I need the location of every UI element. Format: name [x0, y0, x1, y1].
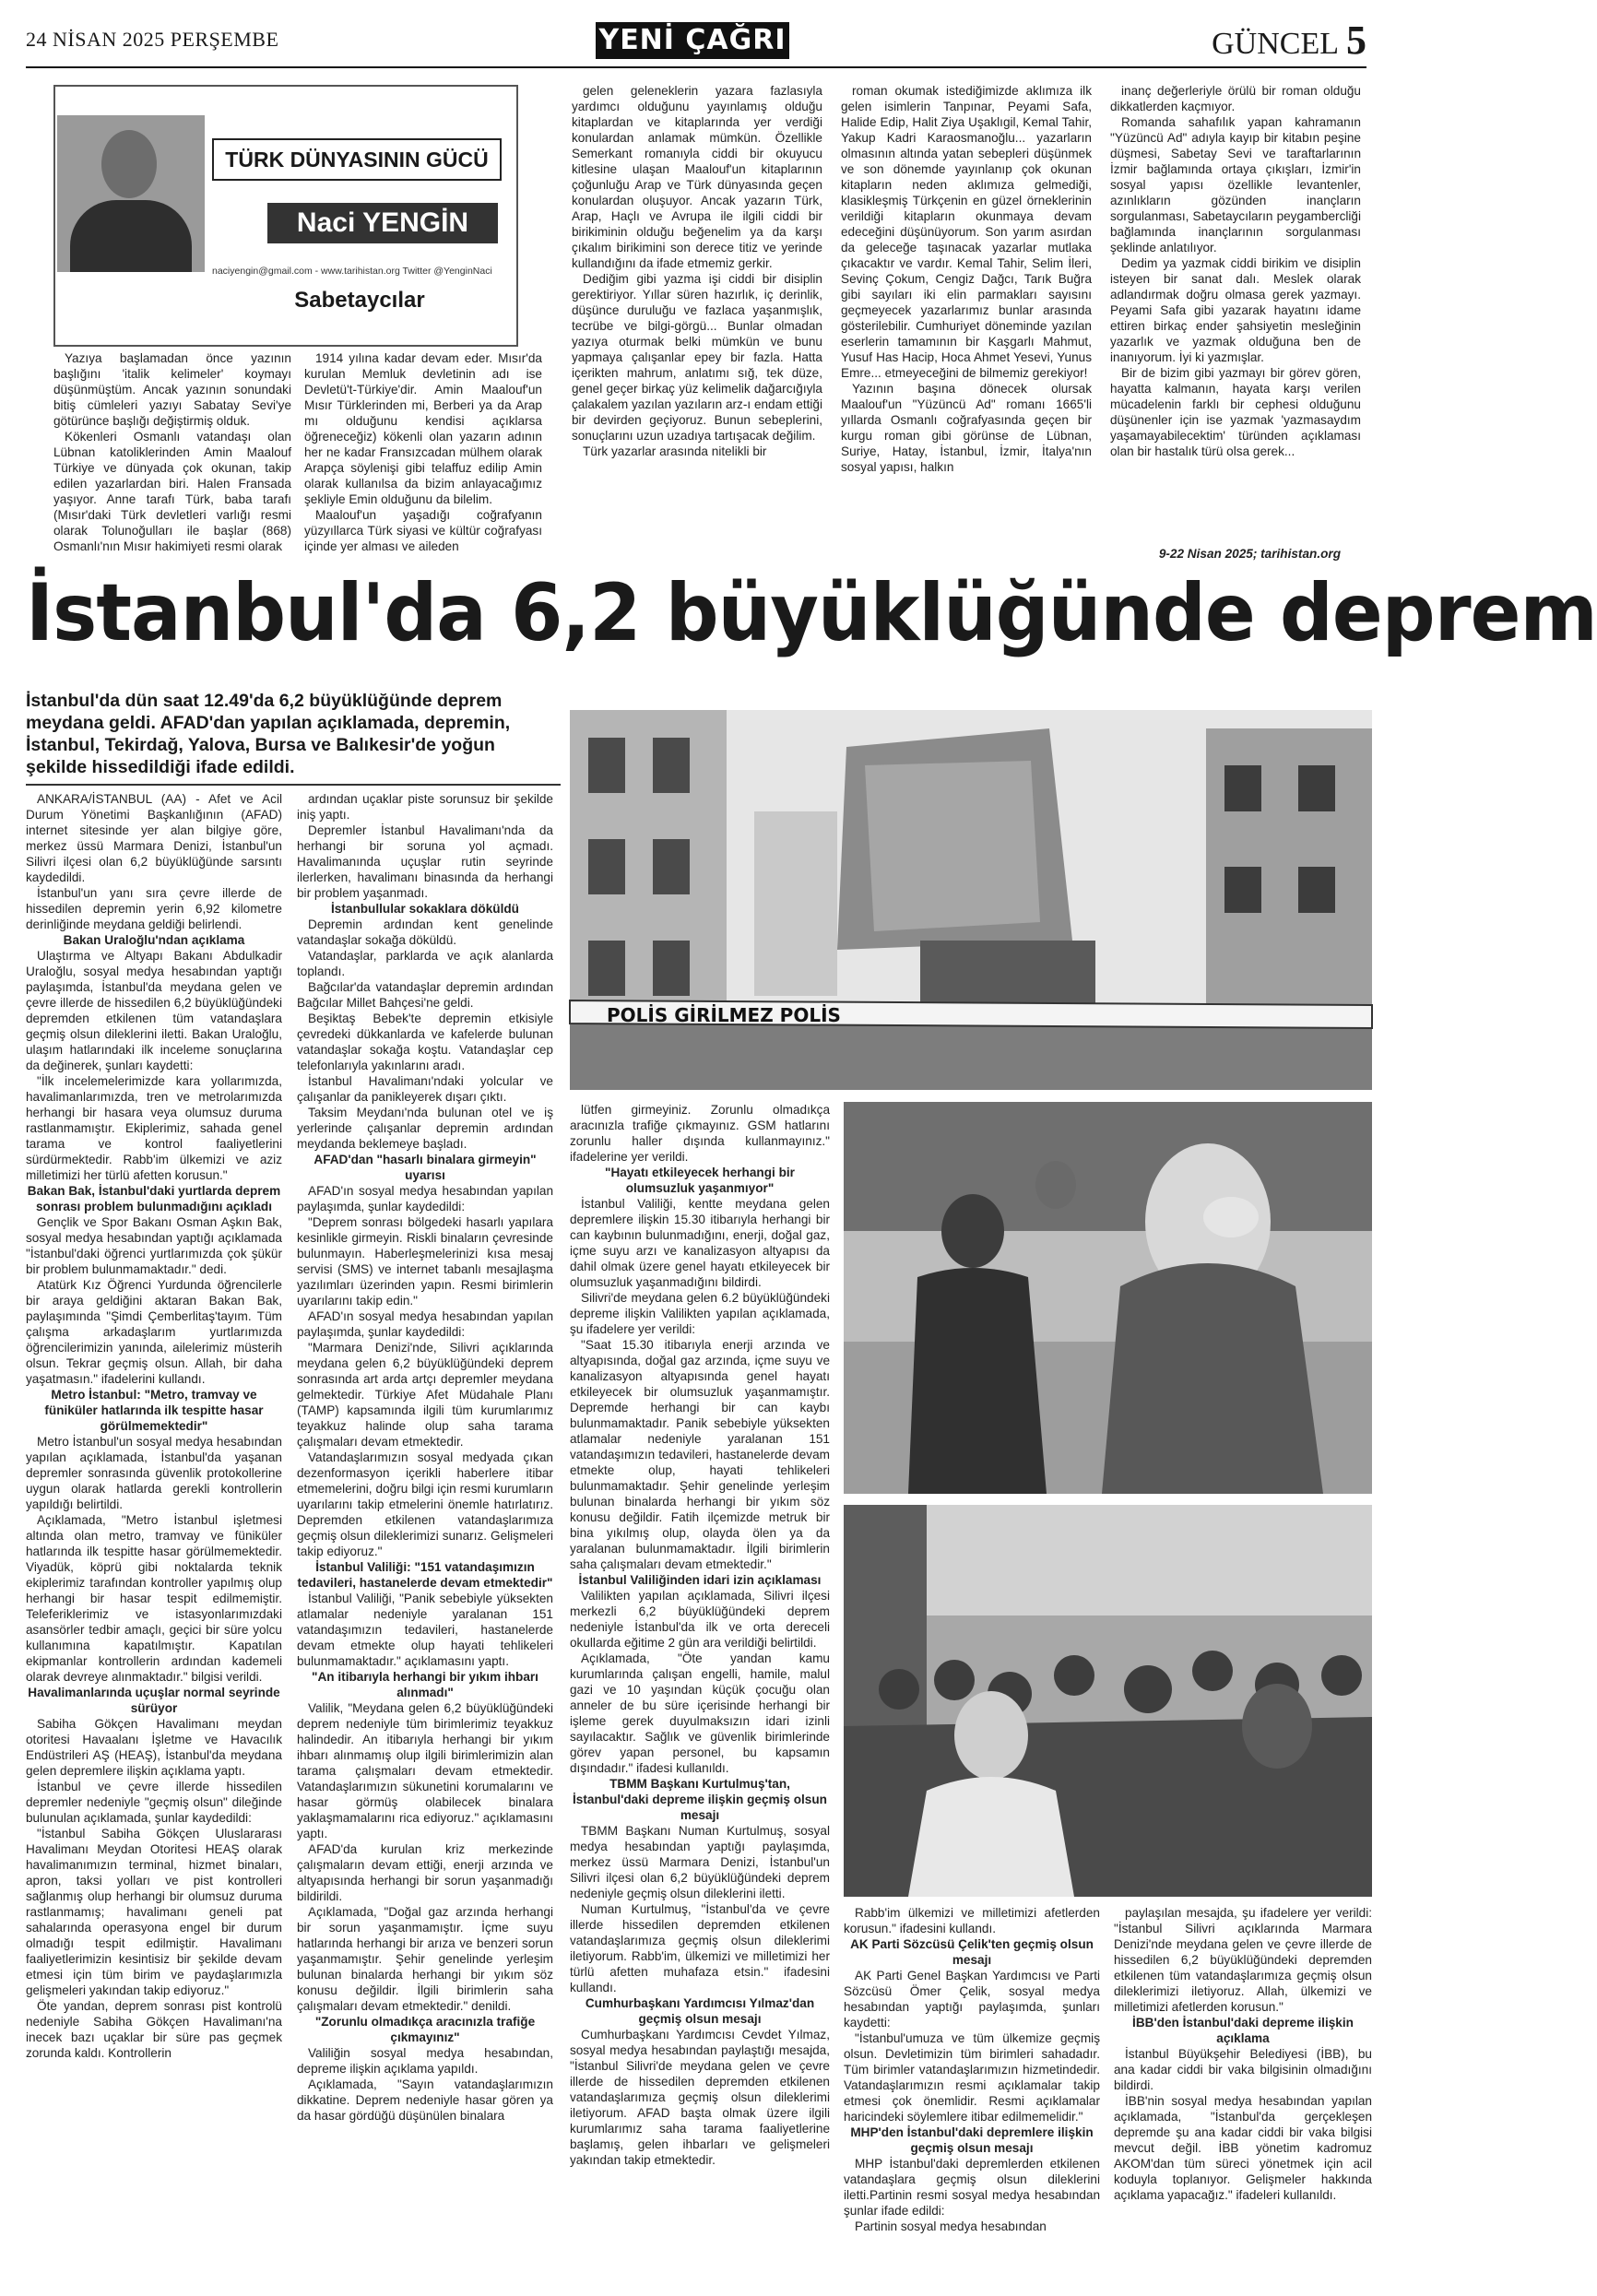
paragraph: Vatandaşlar, parklarda ve açık alanlarda toplandı.	[297, 949, 553, 978]
paragraph: "Saat 15.30 itibarıyla enerji arzında ve altyapısında, doğal gaz arzında, içme suyu ve kanalizasyon altyapısında genel hayatı etkileyecek bir olumsuzluk yaşanmamıştır. Depremde herhangi bir can kaybı bulunmamaktadır. Panik sebebiyle yüksekten atlamalar nedeniyle yaralanan 151 vatandaşımızın tedavileri, hastanelerde devam etmekte olup, hayati tehlikeleri bulunmamaktadır. Şehir genelinde yerleşim bulunan binalarda herhangi bir yıkım söz konusu değildir. Fatih ilçemizde metruk bir bina yıkılmış olup, olayda ölen ya da yaralanan bulunmamaktadır. İlgili birimlerin saha çalışmaları devam etmektedir."	[570, 1338, 830, 1571]
paragraph: Valiliğin sosyal medya hesabından, depreme ilişkin açıklama yapıldı.	[297, 2046, 553, 2076]
police-tape-text: POLİS GİRİLMEZ POLİS	[607, 1004, 841, 1026]
paragraph: AFAD'da kurulan kriz merkezinde çalışmaların devam ettiği, enerji arzında ve altyapısında herhangi bir sorun yaşanmadığı bildirildi.	[297, 1842, 553, 1903]
crying-woman-photo	[844, 1102, 1372, 1494]
paragraph: Dediğim gibi yazma işi ciddi bir disiplin gerektiriyor. Yıllar süren hazırlık, iç derinlik, düşünce duruluğu ve fazlaca yaşanmışlık, tecrübe ve bilgi-görgü... Bunlar olmadan yazıya oturmak belki mümkün ve bunu yapmaya çalışanlar epey bir fazla. Hatta içerikten mahrum, anlatımı sığ, tek düze, genel geçer birkaç yüz kelimelik dağarcığıyla çalakalem yazılan yazıların arz-ı endam ettiği bir devirden geçiyoruz. Bunun sebeplerini, sonuçlarını uzun uzadıya tartışacak değilim.	[572, 272, 822, 443]
news-column-4	[844, 1905, 1100, 2287]
paragraph: Vatandaşlarımızın sosyal medyada çıkan dezenformasyon içerikli haberlere itibar etmemelerini, doğru bilgi için resmi kurumların uyarılarını takip etmelerini önemle hatırlatırız. Depremden etkilenen vatandaşlarımıza geçmiş olsun dileklerimizi sunarız. Gelişmeleri takip ediyoruz."	[297, 1450, 553, 1558]
subheading: İstanbul Valiliği: "151 vatandaşımızın tedavileri, hastanelerde devam etmektedir"	[297, 1560, 553, 1590]
paragraph: İstanbul Valiliği, kentte meydana gelen depremlere ilişkin 15.30 itibarıyla herhangi bir can kaybının bulunmadığını, enerji, doğal gaz, içme suyu arzı ve kanalizasyon altyapısı da dahil olmak üzere genel hayatı etkileyecek bir olumsuzluk yaşanmadığını bildirdi.	[570, 1197, 830, 1289]
paragraph: İstanbul Büyükşehir Belediyesi (İBB), bu ana kadar ciddi bir vaka bilgisinin olmadığını bildirdi.	[1114, 2047, 1372, 2092]
collapsed-building-photo	[570, 710, 1372, 1090]
column-signature: 9-22 Nisan 2025; tarihistan.org	[1158, 547, 1341, 561]
paragraph: lütfen girmeyiniz. Zorunlu olmadıkça aracınızla trafiğe çıkmayınız. GSM hatlarını zorunlu haller dışında kullanmayınız." ifadelerine yer verildi.	[570, 1103, 830, 1164]
news-column-5	[1114, 1905, 1372, 2287]
paragraph: Partinin sosyal medya hesabından	[855, 2219, 1047, 2233]
paragraph: Bağcılar'da vatandaşlar depremin ardından Bağcılar Millet Bahçesi'ne geldi.	[297, 980, 553, 1010]
paragraph: Valilikten yapılan açıklamada, Silivri ilçesi merkezli 6,2 büyüklüğündeki deprem nedeniyle İstanbul'da ilk ve orta dereceli okullarda eğitime 2 gün ara verildiği belirtildi.	[570, 1589, 830, 1650]
paragraph: Beşiktaş Bebek'te depremin etkisiyle çevredeki dükkanlarda ve kafelerde bulunan vatandaşlar sokağa koştu. Vatandaşlar cep telefonlarıyla yakınlarını aradı.	[297, 1012, 553, 1072]
paragraph: "İlk incelemelerimizde kara yollarımızda, havalimanlarımızda, tren ve metrolarımızda herhangi bir hasara veya olumsuz duruma rastlanmamıştır. Ekiplerimiz, sahada genel tarama ve kontrol faaliyetlerini sürdürmektedir. Rabb'im ülkemizi ve aziz milletimizi her türlü afetten korusun."	[26, 1074, 282, 1182]
subheading: "Hayatı etkileyecek herhangi bir olumsuzluk yaşanmıyor"	[605, 1166, 795, 1195]
subheading: İstanbul Valiliğinden idari izin açıklaması	[578, 1573, 822, 1587]
column-text-2	[304, 350, 542, 562]
subheading: AFAD'dan "hasarlı binalara girmeyin" uyarısı	[313, 1153, 537, 1182]
paragraph: "İstanbul'umuza ve tüm ülkemize geçmiş olsun. Devletimizin tüm birimleri sahadadır. Tüm birimler vatandaşlarımızın hizmetindedir. Vatandaşlarımızın resmi açıklamalar takip etmesi çok önemlidir. Resmi açıklamalar haricindeki söylemlere itibar edilmemelidir."	[844, 2031, 1100, 2124]
paragraph: Açıklamada, "Doğal gaz arzında herhangi bir sorun yaşanmamıştır. İçme suyu hatlarında herhangi bir arıza ve benzeri sorun yaşanmamıştır. Şehir genelinde yerleşim bulunan binalarda herhangi bir yıkım söz konusu değildir. İlgili birimlerin saha çalışmaları devam etmektedir." denildi.	[297, 1905, 553, 2013]
paragraph: ardından uçaklar piste sorunsuz bir şekilde iniş yaptı.	[297, 792, 553, 822]
newspaper-logo: YENİ ÇAĞRI	[596, 22, 789, 59]
paragraph: inanç değerleriyle örülü bir roman olduğu dikkatlerden kaçmıyor.	[1110, 84, 1361, 113]
column-text-4	[841, 83, 1092, 562]
paragraph: Depremin ardından kent genelinde vatandaşlar sokağa döküldü.	[297, 917, 553, 947]
section-name: GÜNCEL	[1212, 27, 1339, 61]
column-text-5	[1110, 83, 1361, 542]
subheading: İstanbullular sokaklara döküldü	[331, 902, 519, 916]
paragraph: 1914 yılına kadar devam eder. Mısır'da kurulan Memluk devletinin adı ise Devletü't-Türkiye'dir. Amin Maalouf'un Mısır Türklerinden mi, Berberi ya da Arap mı olduğunu kendisi açıklarsa öğreneceğiz) kökenli olan yazarın adının her ne kadar Fransızcadan mülhem olarak Arapça söylenişi gibi telaffuz edilip Amin olarak kullanılsa da bizim anlayacağımız şekliyle Emin olduğunu da bilelim.	[304, 351, 542, 506]
paragraph: Valilik, "Meydana gelen 6,2 büyüklüğündeki deprem nedeniyle tüm birimlerimiz teyakkuz halindedir. An itibarıyla herhangi bir yıkım ihbarı alınmamış olup ilgili birimlerimizin alan tarama çalışmaları devam etmektedir. Vatandaşlarımızın sükunetini korumalarını ve hasar görmüş olabilecek binalara yaklaşmamalarını rica ediyoruz." açıklamasını yaptı.	[297, 1701, 553, 1840]
paragraph: Depremler İstanbul Havalimanı'nda da herhangi bir soruna yol açmadı. Havalimanında uçuşlar rutin seyrinde ilerlerken, havalimanı binasında da herhangi bir problem yaşanmadı.	[297, 823, 553, 900]
paragraph: Gençlik ve Spor Bakanı Osman Aşkın Bak, sosyal medya hesabından yaptığı açıklamada "İstanbul'daki öğrenci yurtlarımızda çok şükür bir problem bulunmamaktadır." dedi.	[26, 1215, 282, 1276]
paragraph: Numan Kurtulmuş, "İstanbul'da ve çevre illerde hissedilen depremden etkilenen vatandaşlarımıza geçmiş olsun dileklerimi iletiyorum. Rabb'im, ülkemizi ve milletimizi her türlü afetten muhafaza etsin." ifadesini kullandı.	[570, 1902, 830, 1994]
paragraph: Romanda sahafılık yapan kahramanın "Yüzüncü Ad" adıyla kayıp bir kitabın peşine düşmesi, Sabetay Sevi ve taraftarlarının İzmir bağlamında ortaya çıkışları, İzmir'in sosyal yapısı özellikle levantenler, azınlıkların gözünden inançların sorgulanması, Sabetaycıların peygambercliği bağlamında inançlarının sorgulanması şeklinde anlatılıyor.	[1110, 115, 1361, 254]
subheading: Cumhurbaşkanı Yardımcısı Yılmaz'dan geçmiş olsun mesajı	[585, 1996, 815, 2026]
subheading: Havalimanlarında uçuşlar normal seyrinde sürüyor	[28, 1686, 280, 1715]
portrait-head	[101, 130, 157, 198]
news-headline: İstanbul'da 6,2 büyüklüğünde deprem	[26, 567, 1597, 659]
paragraph: paylaşılan mesajda, şu ifadelere yer verildi: "İstanbul Silivri açıklarında Marmara Denizi'nde meydana gelen ve çevre illerde de hissedilen 6,2 büyüklüğündeki depremden etkilenen tüm vatandaşlarımıza geçmiş olsun dileklerimizi iletiyoruz. Allah, ülkemizi ve milletimizi afetlerden korusun."	[1114, 1906, 1372, 2014]
paragraph: "Marmara Denizi'nde, Silivri açıklarında meydana gelen 6,2 büyüklüğündeki deprem sonrasında art arda artçı depremler meydana gelmektedir. Türkiye Afet Müdahale Planı (TAMP) kapsamında ilgili tüm kurumlarımız teyakkuz halinde olup saha tarama çalışmaları devam etmektedir.	[297, 1341, 553, 1449]
column-author: Naci YENGİN	[267, 203, 498, 243]
paragraph: Açıklamada, "Metro İstanbul işletmesi altında olan metro, tramvay ve füniküler hatlarında ilk tespitte hasar görülmemektedir. Viyadük, köprü gibi noktalarda teknik ekiplerimiz tarafından kontroller yapılmış olup herhangi bir hasar tespit edilmemiştir. Teleferiklerimiz ve istasyonlarımızdaki asansörler tedbir amaçlı, geçici bir süre yolcu kullanımına kapatılmıştır. Kapatılan ekipmanlar kontrollerin ardından kademeli olarak devreye alınmaktadır." bilgisi verildi.	[26, 1513, 282, 1684]
paragraph: roman okumak istediğimizde aklımıza ilk gelen isimlerin Tanpınar, Peyami Safa, Halide Edip, Halit Ziya Uşaklıgil, Kemal Tahir, Yakup Kadri Karaosmanoğlu... yazarların olmasının altında yatan sebepleri düşünmek ve son dönemde yayınlanıp çok okunan kitapların neden aklımıza gelmediği, klasikleşmiş Türkçenin en güzel örneklerinin verildiği kitapların okunmaya devam edeceğini düşünüyorum. Son yarım asırdan da geleceğe taşınacak yazarlar mutlaka çıkacaktır ve vardır. Kemal Tahir, Selim İleri, Sevinç Çokum, Cengiz Dağcı, Tarık Buğra gibi sayıları iki elin parmakları sayısını geçmeyecek yazarlarımız bunlar arasında gösterilebilir. Cumhuriyet döneminde yazılan eserlerin tamamının bir Kaşgarlı Mahmut, Yusuf Has Hacip, Hoca Ahmet Yesevi, Yunus Emre... etmeyeceğini de bilmemiz gerekiyor!	[841, 84, 1092, 380]
paragraph: Kökenleri Osmanlı vatandaşı olan Lübnan katoliklerinden Amin Maalouf Türkiye ve dünyada çok okunan, takip edilen yazarlardan biri. Halen Fransada yaşıyor. Anne tarafı Türk, baba tarafı (Mısır'daki Türk devletleri varlığı resmi olarak Tolunoğulları ile başlar (868) Osmanlı'nın Mısır hakimiyeti resmi olarak	[53, 430, 291, 553]
news-column-3	[570, 1102, 830, 2287]
column-contact: naciyengin@gmail.com - www.tarihistan.org Twitter @YenginNaci	[212, 266, 492, 277]
paragraph: İstanbul'un yanı sıra çevre illerde de hissedilen depremin yerin 6,92 kilometre derinliğinde meydana geldiği belirlendi.	[26, 886, 282, 931]
author-portrait	[57, 115, 205, 272]
paragraph: Atatürk Kız Öğrenci Yurdunda öğrencilerle bir araya geldiğini aktaran Bakan Bak, paylaşımında "Şimdi Çemberlitaş'tayım. Tüm çalışma arkadaşlarım yurtlarımızda öğrencilerimizin yanında, ailelerimiz müsterih olsun. Tekrar geçmiş olsun. Allah, bir daha yaşatmasın." ifadelerini kullandı.	[26, 1278, 282, 1386]
paragraph: AK Parti Genel Başkan Yardımcısı ve Parti Sözcüsü Ömer Çelik, sosyal medya hesabından yaptığı paylaşımda, şunları kaydetti:	[844, 1969, 1100, 2030]
paragraph: Cumhurbaşkanı Yardımcısı Cevdet Yılmaz, sosyal medya hesabından paylaştığı mesajda, "İstanbul Silivri'de meydana gelen ve çevre illerde de hissedilen depremden etkilenen vatandaşlarımıza geçmiş olsun dileklerimi iletiyorum. AFAD başta olmak üzere ilgili kurumlarımız saha tarama faaliyetlerine başlamış, gelen ihbarları ve gelişmeleri yakından takip etmektedir.	[570, 2028, 830, 2167]
paragraph: Türk yazarlar arasında nitelikli bir	[583, 444, 767, 458]
paragraph: Metro İstanbul'un sosyal medya hesabından yapılan açıklamada, İstanbul'da yaşanan depremler sonrasında güvenlik protokollerine uygun olarak hatlarda gerekli kontrollerin yapıldığı belirtildi.	[26, 1435, 282, 1511]
subheading: "Zorunlu olmadıkça aracınızla trafiğe çıkmayınız"	[314, 2015, 536, 2044]
paragraph: Maalouf'un yaşadığı coğrafyanın yüzyıllarca Türk siyasi ve kültür coğrafyası içinde yer alması ve aileden	[304, 508, 542, 553]
column-text-1	[53, 350, 291, 562]
subheading: Metro İstanbul: "Metro, tramvay ve füniküler hatlarında ilk tespitte hasar görülmemektedir"	[44, 1388, 264, 1433]
paragraph: "Deprem sonrası bölgedeki hasarlı yapılara kesinlikle girmeyin. Riskli binaların çevresinde bulunmayın. Haberleşmelerinizi kısa mesaj servisi (SMS) ve internet tabanlı mesajlaşma yazılımları üzerinden yapın. Resmi birimlerin uyarılarını takip edin."	[297, 1215, 553, 1308]
paragraph: gelen geleneklerin yazara fazlasıyla yardımcı olduğunu yayınlamış olduğu kitaplardan ve kitaplarında yer verdiği konulardan anlamak mümkün. Özellikle Semerkant romanıyla ciddi bir okuyucu kitlesine ulaşan Maalouf'un kitaplarının çoğunluğu Arap ve Türk dünyasında geçen konulardan oluşuyor. Ancak yazarın Türk, Arap, Haçlı ve Avrupa ile ilgili ciddi bir birikiminin olduğu beğenelim ya da karşı çıkalım birikimini son derece titiz ve yerinde kullandığını da ifade etmemiz gerkir.	[572, 84, 822, 270]
subheading: "An itibarıyla herhangi bir yıkım ihbarı alınmadı"	[312, 1670, 538, 1699]
paragraph: Taksim Meydanı'nda bulunan otel ve iş yerlerinde çalışanlar depremin ardından meydanda beklemeye başladı.	[297, 1106, 553, 1151]
column-kicker: TÜRK DÜNYASININ GÜCÜ	[212, 138, 502, 181]
section-label	[1212, 17, 1366, 64]
issue-date: 24 NİSAN 2025 PERŞEMBE	[26, 28, 279, 51]
subheading: Bakan Bak, İstanbul'daki yurtlarda deprem sonrası problem bulunmadığını açıkladı	[27, 1184, 281, 1213]
paragraph: Yazının başına dönecek olursak Maalouf'un "Yüzüncü Ad" romanı 1665'li yıllarda Osmanlı coğrafyasında geçen bir kurgu roman gibi görünse de Lübnan, Suriye, Hatay, İstanbul, İzmir, İtalya'nın sosyal yapısı, halkın	[841, 382, 1092, 474]
paragraph: Bir de bizim gibi yazmayı bir görev gören, hayatta kalmanın, hayata karşı verilen mücadelenin farklı bir cephesi olduğunu düşünenler için ise yazmak 'yazmasaydım yaşamayabilecektim' türünden açıklaması olan bir hastalık türü olsa gerek...	[1110, 366, 1361, 458]
paragraph: Açıklamada, "Sayın vatandaşlarımızın dikkatine. Deprem nedeniyle hasar gören ya da hasar gördüğü düşünülen binalara	[297, 2077, 553, 2123]
column-title: Sabetaycılar	[294, 288, 425, 313]
column-text-3	[572, 83, 822, 562]
paragraph: AFAD'ın sosyal medya hesabından yapılan paylaşımda, şunlar kaydedildi:	[297, 1184, 553, 1213]
paragraph: Sabiha Gökçen Havalimanı meydan otoritesi Havaalanı İşletme ve Havacılık Endüstrileri AŞ (HEAŞ), İstanbul'da meydana gelen depremlere ilişkin açıklama yaptı.	[26, 1717, 282, 1778]
subheading: TBMM Başkanı Kurtulmuş'tan, İstanbul'daki depreme ilişkin geçmiş olsun mesajı	[573, 1777, 827, 1822]
subheading: Bakan Uraloğlu'ndan açıklama	[63, 933, 245, 947]
paragraph: Ulaştırma ve Altyapı Bakanı Abdulkadir Uraloğlu, sosyal medya hesabından yaptığı paylaşımda, İstanbul'da meydana gelen ve çevre illerde de hissedilen 6,2 büyüklüğündeki depremden etkilenen tüm vatandaşlara geçmiş olsun dileklerini iletti. Bakan Uraloğlu, ulaşım hatlarındaki ilk inceleme sonuçlarına da değinerek, şunları kaydetti:	[26, 949, 282, 1072]
paragraph: İBB'nin sosyal medya hesabından yapılan açıklamada, "İstanbul'da gerçekleşen depremde şu ana kadar ciddi bir vaka bilgisi mevcut değil. İBB yönetim kadromuz AKOM'dan tüm süreci yönetmek için acil koduyla toplanıyor. Gelişmeler hakkında açıklama yapacağız." ifadeleri kullanıldı.	[1114, 2094, 1372, 2202]
crowd-photo	[844, 1505, 1372, 1897]
paragraph: Silivri'de meydana gelen 6.2 büyüklüğündeki depreme ilişkin Valilikten yapılan açıklamada, şu ifadelere yer verildi:	[570, 1291, 830, 1336]
paragraph: Öte yandan, deprem sonrası pist kontrolü nedeniyle Sabiha Gökçen Havalimanı'na inecek bazı uçaklar bir süre pas geçmek zorunda kaldı. Kontrollerin	[26, 1999, 282, 2060]
page-number: 5	[1346, 18, 1366, 63]
paragraph: Dedim ya yazmak ciddi birikim ve disiplin isteyen bir sanat dalı. Meslek olarak adlandırmak doğru olmasa gerek yazmayı. Peyami Safa gibi yazarak hayatını idame ettiren birkaç ender şahsiyetin mesleğinin yazarlık ve yazmak olduğuna ben de inanıyorum. İyi ki yazmışlar.	[1110, 256, 1361, 364]
paragraph: İstanbul Valiliği, "Panik sebebiyle yüksekten atlamalar nedeniyle yaralanan 151 vatandaşımızın tedavileri, hastanelerde devam etmekte olup hayati tehlikeleri bulunmamaktadır." açıklamasını yaptı.	[297, 1592, 553, 1668]
masthead-rule	[26, 66, 1366, 68]
paragraph: AFAD'ın sosyal medya hesabından yapılan paylaşımda, şunlar kaydedildi:	[297, 1309, 553, 1339]
subheading: İBB'den İstanbul'daki depreme ilişkin açıklama	[1132, 2016, 1354, 2045]
paragraph: Açıklamada, "Öte yandan kamu kurumlarında çalışan engelli, hamile, malul gazi ve 10 yaşından küçük çocuğu olan anneler de bu süre içerisinde herhangi bir işleme gerek duyulmaksızın idari izinli sayılacaktır. Sağlık ve güvenlik birimlerinde görev yapan personel, bu kapsamın dışındadır." ifadesi kullanıldı.	[570, 1651, 830, 1775]
paragraph: MHP İstanbul'daki depremlerden etkilenen vatandaşlara geçmiş olsun dileklerini iletti.Partinin resmi sosyal medya hesabından şunlar ifade edildi:	[844, 2157, 1100, 2218]
paragraph: İstanbul ve çevre illerde hissedilen depremler nedeniyle "geçmiş olsun" dileğinde bulunulan açıklamada, şunlar kaydedildi:	[26, 1780, 282, 1825]
paragraph: ANKARA/İSTANBUL (AA) - Afet ve Acil Durum Yönetimi Başkanlığının (AFAD) internet sitesinde yer alan bilgiye göre, merkez üssü Marmara Denizi, İstanbul'un Silivri ilçesi olan 6,2 büyüklüğünde sarsıntı kaydedildi.	[26, 792, 282, 884]
subheading: MHP'den İstanbul'daki depremlere ilişkin geçmiş olsun mesajı	[850, 2125, 1094, 2155]
news-column-1	[26, 791, 282, 2287]
paragraph: Yazıya başlamadan önce yazının başlığını 'italik kelimeler' koymayı düşünmüştüm. Ancak yazının sonundaki bitiş cümleleri yazıyı Sabatay Sevi'ye götürünce başlığı değiştirmiş olduk.	[53, 351, 291, 428]
paragraph: "İstanbul Sabiha Gökçen Uluslararası Havalimanı Meydan Otoritesi HEAŞ olarak havalimanımızın terminal, hizmet binaları, apron, taksi yolları ve pist kontrolleri sağlanmış olup herhangi bir olumsuz duruma rastlanmamış; havalimanı geneli pat sahalarında operasyona engel bir durum olmadığı tespit edilmiştir. Havalimanı faaliyetlerimizin kesintisiz bir şekilde devam etmesi için tüm birim ve paydaşlarımızla gelişmeleri yakından takip ediyoruz."	[26, 1827, 282, 1997]
news-column-2	[297, 791, 553, 2287]
portrait-body	[70, 200, 192, 272]
paragraph: TBMM Başkanı Numan Kurtulmuş, sosyal medya hesabından yaptığı paylaşımda, merkez üssü Marmara Denizi, İstanbul'un Silivri ilçesi olan 6,2 büyüklüğündeki deprem nedeniyle geçmiş olsun dileklerini iletti.	[570, 1824, 830, 1900]
paragraph: İstanbul Havalimanı'ndaki yolcular ve çalışanlar da panikleyerek dışarı çıktı.	[297, 1074, 553, 1104]
subheading: AK Parti Sözcüsü Çelik'ten geçmiş olsun mesajı	[850, 1937, 1094, 1967]
news-deck: İstanbul'da dün saat 12.49'da 6,2 büyüklüğünde deprem meydana geldi. AFAD'dan yapılan açıklamada, depremin, İstanbul, Tekirdağ, Yalova, Bursa ve Balıkesir'de yoğun şekilde hissedildiği ifade edildi.	[26, 690, 561, 786]
paragraph: Rabb'im ülkemizi ve milletimizi afetlerden korusun." ifadesini kullandı.	[844, 1906, 1100, 1935]
